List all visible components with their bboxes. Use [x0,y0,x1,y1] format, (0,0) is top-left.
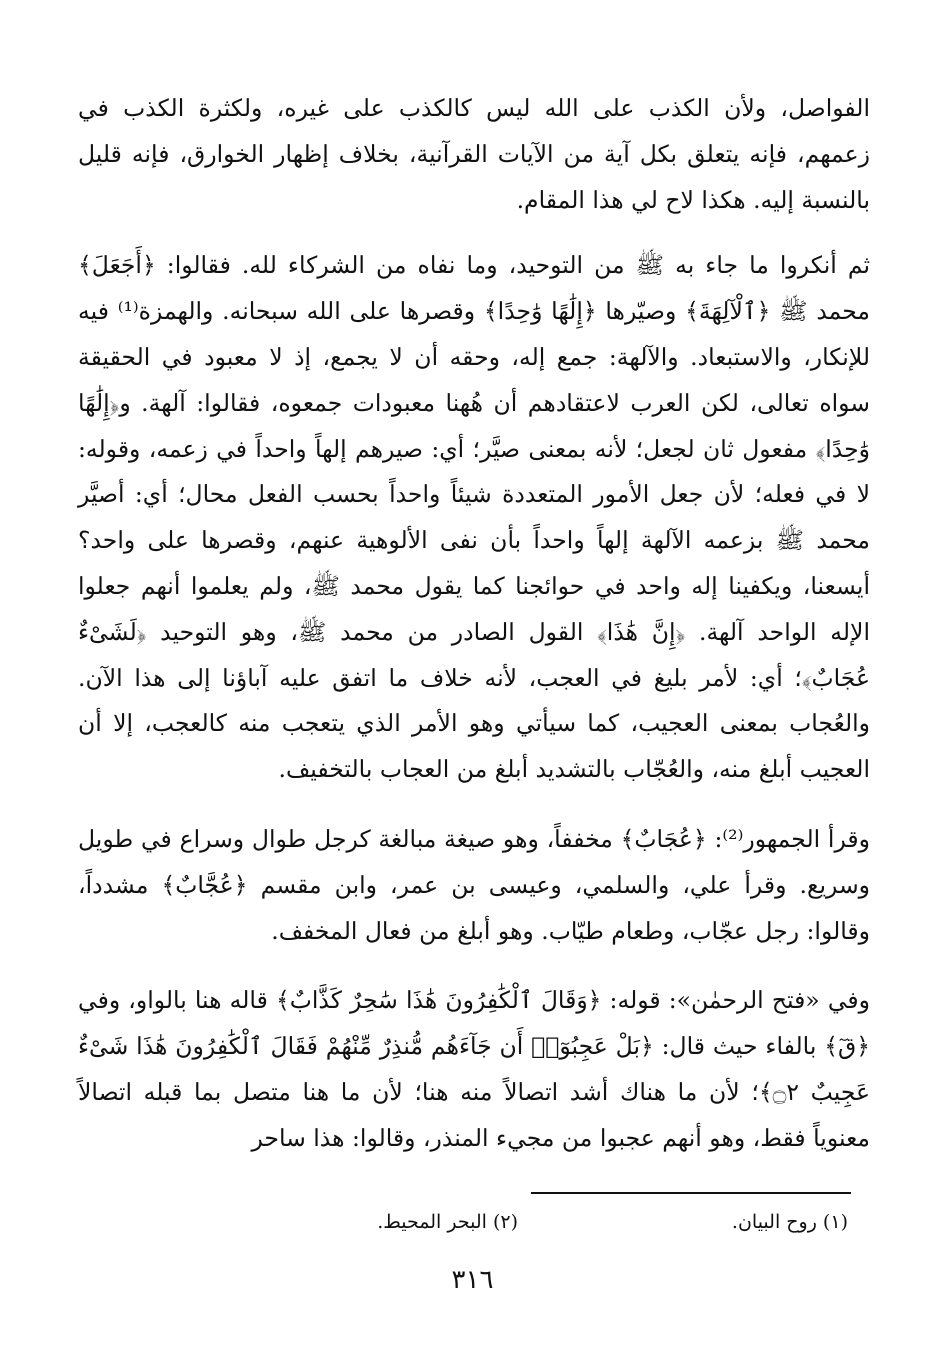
paragraph-4: وفي «فتح الرحمٰن»: قوله: ﴿وَقَالَ ٱلْكَٰفِرُونَ هَٰذَا سَٰحِرٌ كَذَّابٌ﴾ قاله هنا بالواو، وفي ﴿قٓ﴾ بالفاء حيث قال: ﴿بَلْ عَجِبُوٓا۟ أَن جَآءَهُم مُّنذِرٌ مِّنْهُمْ فَقَالَ ٱلْكَٰفِرُونَ هَٰذَا شَىْءٌ عَجِيبٌ ۝٢﴾؛ لأن ما هناك أشد اتصالاً منه هنا؛ لأن ما هنا متصل بما قبله اتصالاً معنوياً فقط، وهو أنهم عجبوا من مجيء المنذر، وقالوا: هذا ساحر [78,986,871,1152]
footnote-1: (١) روح البيان. [731,1211,848,1233]
page-number: ٣١٦ [451,1265,494,1295]
footnotes [78,1205,848,1241]
body-text [78,86,870,1162]
paragraph-2: ثم أنكروا ما جاء به ﷺ من التوحيد، وما نفاه من الشركاء لله. فقالوا: ﴿أَجَعَلَ﴾ محمد ﷺ ﴿ٱلْآلِهَةَ﴾ وصيّرها ﴿إِلَٰهًا وَٰحِدًا﴾ وقصرها على الله سبحانه. والهمزة⁽¹⁾ فيه للإنكار، والاستبعاد. والآلهة: جمع إله، وحقه أن لا يجمع، إذ لا معبود في الحقيقة سواه تعالى، لكن العرب لاعتقادهم أن هُهنا معبودات جمعوه، فقالوا: آلهة. و﴿إِلَٰهًا وَٰحِدًا﴾ مفعول ثان لجعل؛ لأنه بمعنى صيَّر؛ أي: صيرهم إلهاً واحداً في زعمه، وقوله: لا في فعله؛ لأن جعل الأمور المتعددة شيئاً واحداً بحسب الفعل محال؛ أي: أصيَّر محمد ﷺ بزعمه الآلهة إلهاً واحداً بأن نفى الألوهية عنهم، وقصرها على واحد؟ أيسعنا، ويكفينا إله واحد في حوائجنا كما يقول محمد ﷺ، ولم يعلموا أنهم جعلوا الإله الواحد آلهة. ﴿إِنَّ هَٰذَا﴾ القول الصادر من محمد ﷺ، وهو التوحيد ﴿لَشَىْءٌ عُجَابٌ﴾؛ أي: لأمر بليغ في العجب، لأنه خلاف ما اتفق عليه آباؤنا إلى هذا الآن. والعُجاب بمعنى العجيب، كما سيأتي وهو الأمر الذي يتعجب منه كالعجب، إلا أن العجيب أبلغ منه، والعُجّاب بالتشديد أبلغ من العجاب بالتخفيف. [78,251,870,784]
paragraph-3: وقرأ الجمهور⁽²⁾: ﴿عُجَابٌ﴾ مخففاً، وهو صيغة مبالغة كرجل طوال وسراع في طويل وسريع. وقرأ علي، والسلمي، وعيسى بن عمر، وابن مقسم ﴿عُجَّابٌ﴾ مشدداً، وقالوا: رجل عجّاب، وطعام طيّاب. وهو أبلغ من فعال المخفف. [78,824,870,945]
paragraph-1: الفواصل، ولأن الكذب على الله ليس كالكذب على غيره، ولكثرة الكذب في زعمهم، فإنه يتعلق بكل آية من الآيات القرآنية، بخلاف إظهار الخوارق، فإنه قليل بالنسبة إليه. هكذا لاح لي هذا المقام. [78,94,870,214]
footnote-2: (٢) البحر المحيط. [377,1211,518,1233]
footnote-separator [531,1192,851,1194]
